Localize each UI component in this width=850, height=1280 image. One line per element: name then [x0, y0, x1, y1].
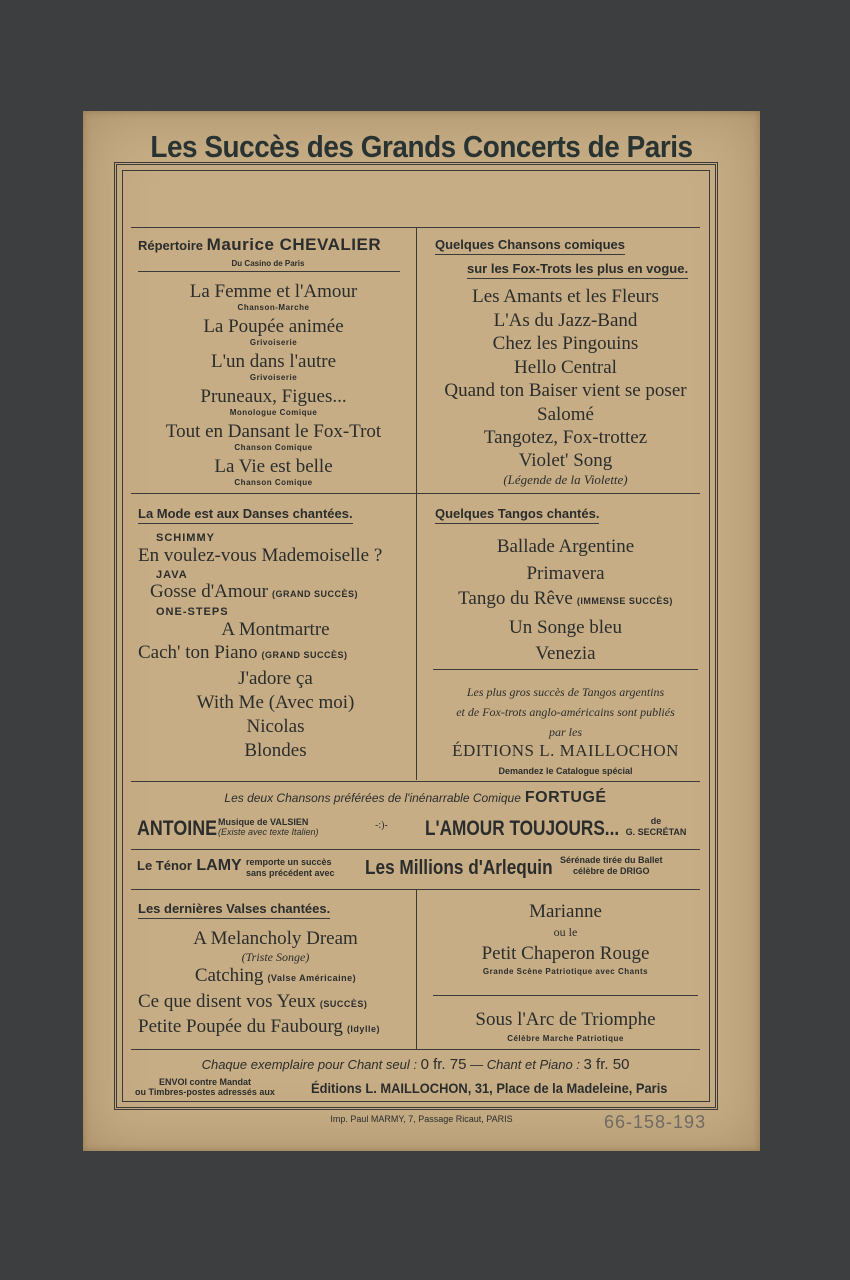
song-title: Venezia [535, 643, 596, 664]
song-tag: (GRAND SUCCÈS) [271, 589, 358, 599]
song-title: With Me (Avec moi) [196, 692, 355, 713]
song-title: Nicolas [246, 716, 305, 737]
price-line: Chaque exemplaire pour Chant seul : 0 fr. 75 — Chant et Piano : 3 fr. 50 [201, 1056, 630, 1073]
archive-stamp: 66-158-193 [604, 1112, 707, 1132]
song-title: Ce que disent vos Yeux [138, 991, 316, 1012]
valses-heading: Les dernières Valses chantées. [138, 901, 330, 916]
song-tag: (GRAND SUCCÈS) [261, 650, 348, 660]
song-title: Tango du Rêve [458, 588, 573, 609]
tangos-heading: Quelques Tangos chantés. [435, 506, 599, 521]
chevalier-venue: Du Casino de Paris [231, 259, 305, 268]
publisher-name: ÉDITIONS L. MAILLOCHON [452, 741, 679, 760]
amour-credits: de G. SECRÉTAN [625, 816, 687, 837]
song-title: La Femme et l'Amour [189, 281, 358, 302]
song-title: Quand ton Baiser vient se poser [444, 380, 687, 401]
chevalier-heading: Répertoire Maurice CHEVALIER [138, 235, 382, 254]
song-tag: (IMMENSE SUCCÈS) [576, 596, 673, 606]
song-title: Blondes [244, 740, 307, 761]
song-genre: Chanson Comique [234, 443, 313, 452]
song-genre: Célèbre Marche Patriotique [507, 1034, 624, 1043]
song-title: Hello Central [514, 356, 617, 378]
song-genre: Chanson Comique [234, 478, 313, 487]
song-title: J'adore ça [238, 668, 313, 689]
separator-ornament: -:)- [375, 820, 388, 831]
mode-heading: La Mode est aux Danses chantées. [138, 506, 353, 521]
document-page [83, 111, 760, 1151]
song-title: La Vie est belle [214, 456, 333, 477]
song-genre: Grivoiserie [249, 338, 298, 347]
song-title: Cach' ton Piano [138, 642, 258, 663]
song-antoine: ANTOINE [137, 817, 218, 840]
song-title: Petite Poupée du Faubourg [138, 1016, 343, 1037]
divider [131, 493, 700, 494]
song-title: Pruneaux, Figues... [200, 386, 347, 407]
lamy-name: Le Ténor LAMY [137, 857, 242, 874]
column-divider [416, 227, 417, 780]
mode-list [138, 532, 413, 763]
imprint: Imp. Paul MARMY, 7, Passage Ricaut, PARIS [330, 1114, 513, 1124]
column-divider [416, 889, 417, 1049]
song-tag: (SUCCÈS) [319, 999, 368, 1009]
song-note: (Triste Songe) [241, 950, 310, 964]
song-title: Petit Chaperon Rouge [481, 943, 650, 964]
song-title: Tout en Dansant le Fox-Trot [165, 421, 382, 442]
song-title: La Poupée animée [203, 316, 344, 337]
song-tag: (Idylle) [346, 1024, 380, 1034]
song-amour-toujours: L'AMOUR TOUJOURS... [425, 817, 620, 840]
song-tag: (Valse Américaine) [267, 973, 357, 983]
lamy-text: remporte un succès sans précédent avec [246, 857, 335, 878]
song-title: Ballade Argentine [496, 536, 635, 557]
divider [131, 1049, 700, 1050]
song-title: Gosse d'Amour [150, 581, 268, 602]
song-genre: Grivoiserie [249, 373, 298, 382]
song-title: A Montmartre [221, 619, 330, 640]
foxtrots-list [423, 285, 708, 488]
page-title: Les Succès des Grands Concerts de Paris [150, 129, 693, 164]
song-ou: ou le [553, 925, 578, 939]
song-title: Primavera [526, 562, 605, 584]
foxtrots-subheading: sur les Fox-Trots les plus en vogue. [467, 261, 688, 276]
song-note: (Légende de la Violette) [503, 471, 628, 487]
tangos-list [423, 534, 708, 668]
song-genre: Grande Scène Patriotique avec Chants [482, 967, 649, 976]
song-millions-arlequin: Les Millions d'Arlequin [365, 857, 553, 879]
song-title: Sous l'Arc de Triomphe [475, 1009, 656, 1030]
song-title: Marianne [529, 901, 602, 922]
patriotic-list [423, 901, 708, 976]
valses-list [138, 928, 413, 1041]
genre-label: SCHIMMY [156, 532, 215, 544]
song-title: Tangotez, Fox-trottez [483, 427, 648, 448]
song-title: Salomé [537, 403, 594, 425]
divider [131, 781, 700, 782]
song-title: L'As du Jazz-Band [493, 309, 638, 331]
song-title: Violet' Song [518, 449, 613, 471]
song-title: En voulez-vous Mademoiselle ? [138, 545, 383, 566]
publisher-address: Éditions L. MAILLOCHON, 31, Place de la Madeleine, Paris [311, 1080, 668, 1096]
chevalier-list [131, 281, 416, 487]
song-title: L'un dans l'autre [210, 351, 337, 372]
antoine-credits: Musique de VALSIEN (Existe avec texte Italien) [218, 817, 319, 837]
patriotic-list-2 [423, 1009, 708, 1043]
song-genre: Monologue Comique [229, 408, 318, 417]
song-title: Catching [194, 965, 264, 986]
song-title: A Melancholy Dream [193, 928, 358, 949]
song-title: Chez les Pingouins [492, 333, 639, 354]
song-title: Un Songe bleu [509, 616, 622, 638]
foxtrots-heading: Quelques Chansons comiques [435, 237, 625, 252]
genre-label: JAVA [156, 569, 188, 581]
divider [131, 849, 700, 850]
song-title: Les Amants et les Fleurs [472, 286, 659, 307]
catalogue-note: Demandez le Catalogue spécial [498, 766, 633, 776]
millions-credits: Sérénade tirée du Ballet célèbre de DRIGO [560, 855, 663, 876]
genre-label: ONE-STEPS [156, 606, 229, 618]
fortuge-intro: Les deux Chansons préférées de l'inénarrable Comique FORTUGÉ [224, 789, 607, 806]
envoi-note: ENVOI contre Mandat ou Timbres-postes adressés aux [135, 1077, 275, 1097]
song-genre: Chanson-Marche [237, 303, 310, 312]
tangos-note: Les plus gros succès de Tangos argentins et de Fox-trots anglo-américains sont publiés par les [456, 685, 675, 739]
